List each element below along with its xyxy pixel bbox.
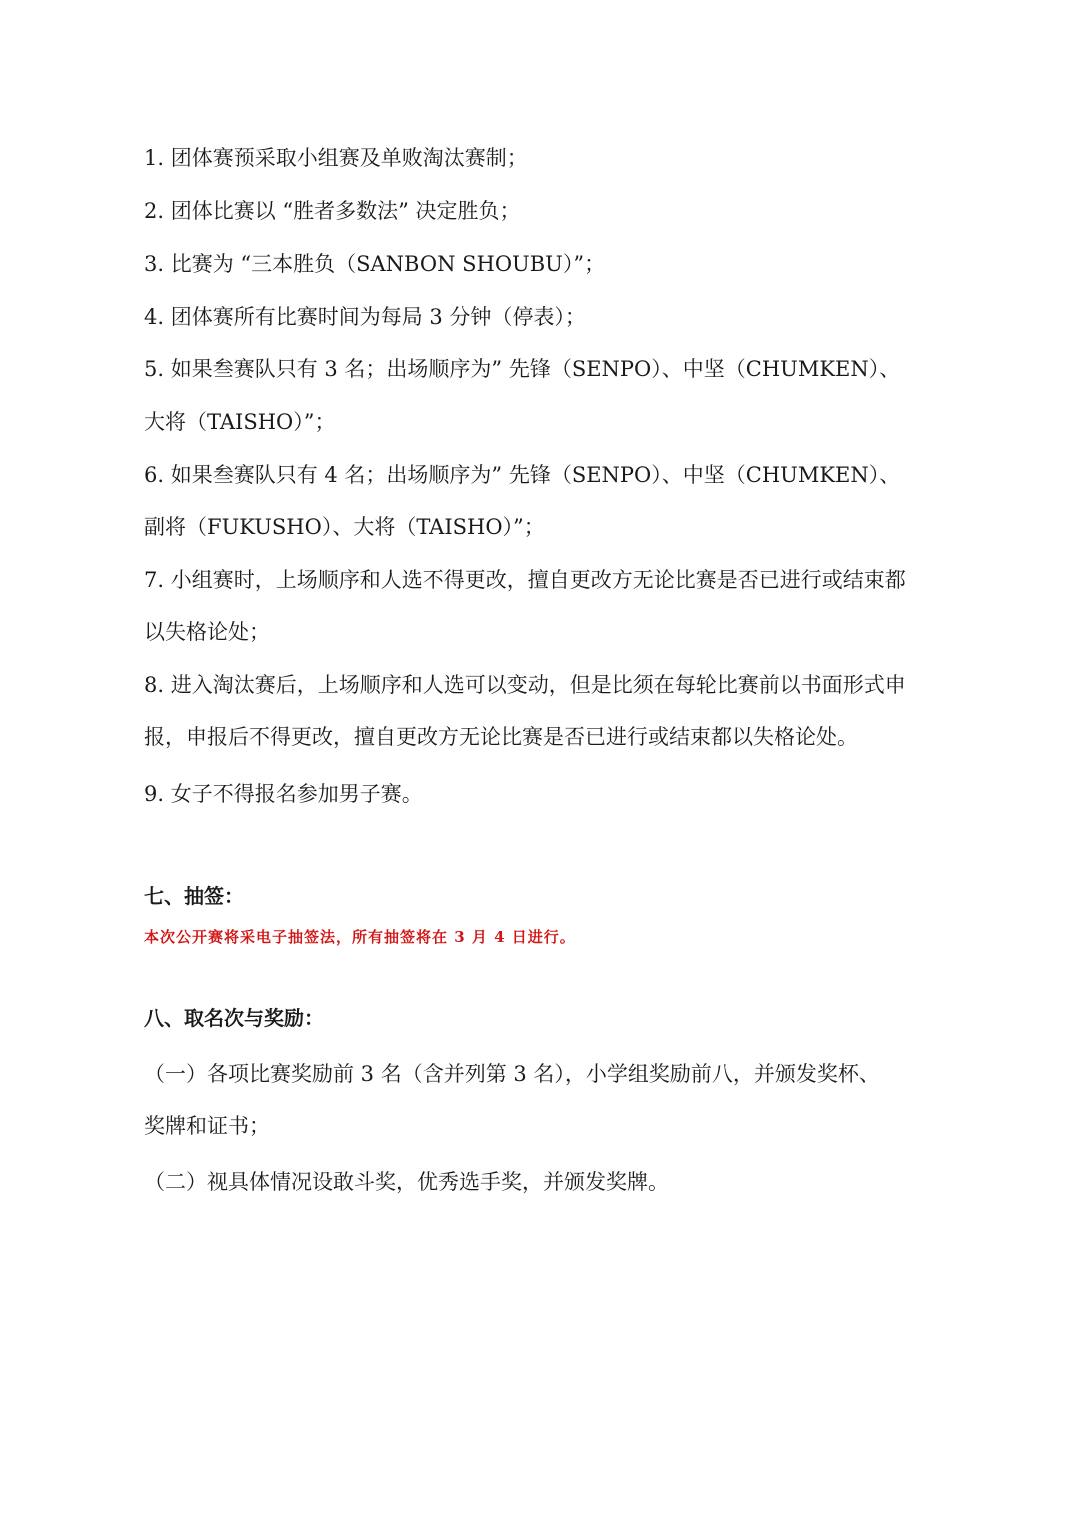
rule-item-8-line-1: 8. 进入淘汰赛后，上场顺序和人选可以变动，但是比须在每轮比赛前以书面形式申 <box>144 673 906 697</box>
rule-item-1: 1. 团体赛预采取小组赛及单败淘汰赛制； <box>144 146 528 170</box>
rule-item-8-line-2: 报，申报后不得更改，擅自更改方无论比赛是否已进行或结束都以失格论处。 <box>144 725 858 749</box>
award-item-1-line-1: （一）各项比赛奖励前 3 名（含并列第 3 名），小学组奖励前八，并颁发奖杯、 <box>144 1062 880 1086</box>
rule-item-5-line-2: 大将（TAISHO）”； <box>144 410 336 434</box>
award-item-1-line-2: 奖牌和证书； <box>144 1114 270 1138</box>
draw-notice: 本次公开赛将采电子抽签法，所有抽签将在 3 月 4 日进行。 <box>144 928 576 946</box>
section-8-heading: 八、取名次与奖励： <box>144 1006 324 1030</box>
rule-item-2: 2. 团体比赛以 “胜者多数法” 决定胜负； <box>144 199 521 223</box>
section-7-heading: 七、抽签： <box>144 884 244 908</box>
rule-item-4: 4. 团体赛所有比赛时间为每局 3 分钟（停表）； <box>144 305 586 329</box>
rule-item-6-line-1: 6. 如果叁赛队只有 4 名；出场顺序为” 先锋（SENPO）、中坚（CHUMKEN）、 <box>144 463 901 487</box>
award-item-2: （二）视具体情况设敢斗奖，优秀选手奖，并颁发奖牌。 <box>144 1170 669 1194</box>
rule-item-7-line-2: 以失格论处； <box>144 620 270 644</box>
rule-item-7-line-1: 7. 小组赛时，上场顺序和人选不得更改，擅自更改方无论比赛是否已进行或结束都 <box>144 568 906 592</box>
rule-item-5-line-1: 5. 如果叁赛队只有 3 名；出场顺序为” 先锋（SENPO）、中坚（CHUMKEN）、 <box>144 357 901 381</box>
rule-item-3: 3. 比赛为 “三本胜负（SANBON SHOUBU）”； <box>144 252 606 276</box>
rule-item-6-line-2: 副将（FUKUSHO）、大将（TAISHO）”； <box>144 515 545 539</box>
rule-item-9: 9. 女子不得报名参加男子赛。 <box>144 782 423 806</box>
